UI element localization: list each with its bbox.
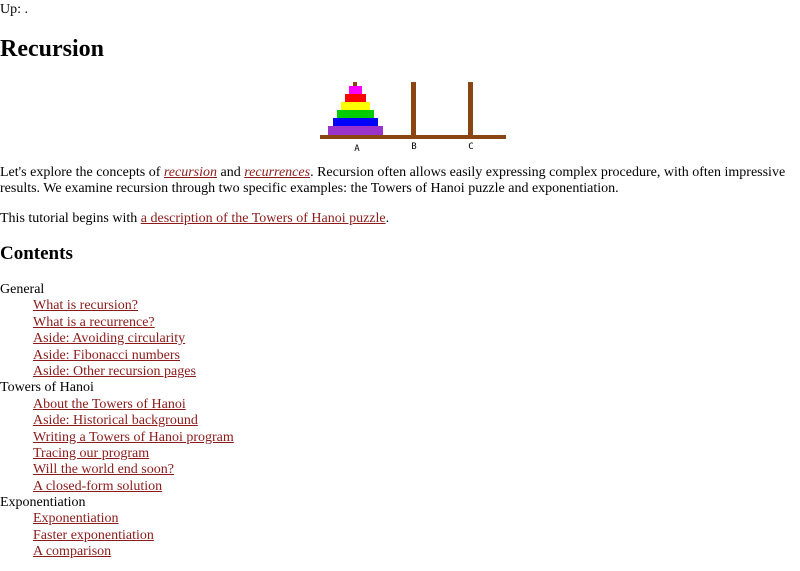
begins-text: This tutorial begins with	[0, 211, 141, 226]
hanoi-description-link[interactable]: a description of the Towers of Hanoi puzzle	[140, 211, 386, 226]
recurrences-link[interactable]: recurrences	[244, 165, 311, 180]
link-world-end[interactable]: Will the world end soon?	[33, 462, 174, 478]
recursion-link[interactable]: recursion	[163, 165, 218, 180]
section-exponentiation: Exponentiation	[0, 495, 86, 511]
towers-of-hanoi-figure	[320, 80, 510, 155]
up-nav	[0, 2, 28, 18]
peg-b	[411, 82, 416, 138]
link-exponentiation[interactable]: Exponentiation	[33, 511, 119, 527]
peg-label-b: B	[411, 142, 417, 152]
link-writing-program[interactable]: Writing a Towers of Hanoi program	[33, 429, 234, 445]
intro-text-1: Let's explore the concepts of	[0, 165, 164, 180]
link-tracing-program[interactable]: Tracing our program	[33, 445, 150, 461]
link-what-is-recurrence[interactable]: What is a recurrence?	[33, 314, 155, 330]
link-historical-background[interactable]: Aside: Historical background	[33, 413, 198, 429]
page-title: Recursion	[0, 36, 104, 62]
begins-end: .	[385, 211, 390, 226]
link-about-towers[interactable]: About the Towers of Hanoi	[33, 396, 186, 412]
link-faster-exponentiation[interactable]: Faster exponentiation	[33, 527, 154, 543]
peg-label-c: C	[468, 142, 474, 152]
up-label: Up:	[0, 2, 21, 17]
link-closed-form[interactable]: A closed-form solution	[33, 478, 163, 494]
base	[320, 135, 506, 139]
disk-4	[337, 110, 374, 118]
section-general: General	[0, 282, 45, 297]
contents-list	[0, 282, 234, 561]
intro-text-3: . Recursion often allows easily expressing complex procedure, with often impressive results. We examine recursion through two specific examples: the Towers of Hanoi puzzle and exponentiation.	[0, 165, 786, 196]
disk-5	[333, 118, 378, 126]
begins-paragraph	[0, 211, 389, 227]
section-towers-of-hanoi: Towers of Hanoi	[0, 380, 94, 396]
link-what-is-recursion[interactable]: What is recursion?	[33, 298, 138, 314]
disk-6	[328, 126, 383, 135]
disk-1	[349, 86, 362, 94]
link-comparison[interactable]: A comparison	[33, 544, 112, 560]
intro-text-2: and	[217, 165, 245, 180]
link-avoiding-circularity[interactable]: Aside: Avoiding circularity	[33, 331, 186, 347]
peg-c	[468, 82, 473, 138]
intro-paragraph	[0, 165, 800, 197]
link-other-recursion-pages[interactable]: Aside: Other recursion pages	[33, 363, 196, 379]
disk-3	[341, 102, 370, 110]
link-fibonacci-numbers[interactable]: Aside: Fibonacci numbers	[33, 347, 180, 363]
disk-2	[345, 94, 366, 102]
up-link[interactable]: .	[24, 2, 28, 17]
contents-heading: Contents	[0, 243, 73, 264]
peg-label-a: A	[354, 144, 360, 154]
